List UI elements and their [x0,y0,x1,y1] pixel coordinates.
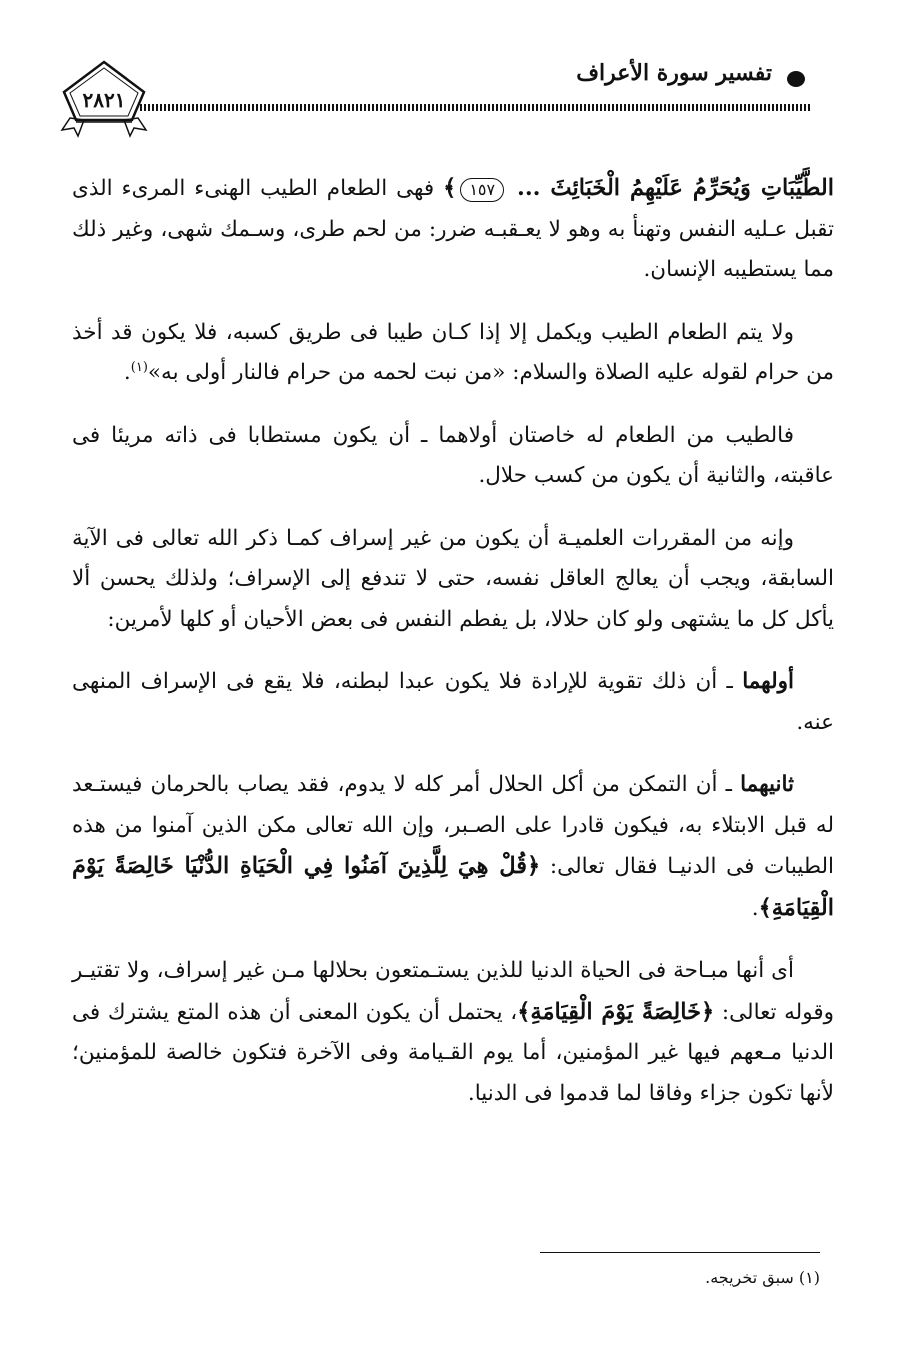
paragraph-lead: ثانيهما [740,772,794,797]
paragraph-5 [72,662,834,743]
paragraph-end: . [751,895,759,921]
paragraph-lead: أولهما [742,669,794,694]
quran-verse: الطَّيِّبَاتِ وَيُحَرِّمُ عَلَيْهِمُ الْخَبَائِثَ ... [517,175,834,201]
ayah-number: ١٥٧ [460,178,504,202]
quran-verse: ﴿قُلْ هِيَ لِلَّذِينَ آمَنُوا فِي الْحَيَاةِ الدُّنْيَا خَالِصَةً يَوْمَ الْقِيَامَةِ﴾ [72,853,834,921]
paragraph-text: ـ أن التمكن من أكل الحلال أمر كله لا يدوم، فقد يصاب بالحرمان فيستـعد له قبل الابتلاء به، فيكون قادرا على الصـبر، وإن الله تعالى مكن الذين آمنوا من هذه الطيبات فى الدنيـا فقال تعالى: [72,772,834,879]
paragraph-1 [72,168,834,291]
paragraph-text: فالطيب من الطعام له خاصتان أولاهما ـ أن يكون مستطابا فى ذاته مريئا فى عاقبته، والثانية أن يكون من كسب حلال. [72,422,834,488]
page-title: تفسير سورة الأعراف [576,60,772,86]
page-number-badge [60,58,148,142]
footnote-ref: (١) [130,359,148,375]
paragraph-4 [72,519,834,641]
quran-verse: ﴿خَالِصَةً يَوْمَ الْقِيَامَةِ﴾ [517,998,715,1025]
paragraph-text: وإنه من المقررات العلميـة أن يكون من غير إسراف كمـا ذكر الله تعالى فى الآية السابقة، ويجب أن يعالج العاقل نفسه، حتى لا تندفع إلى الإسراف؛ ولذلك يحسن ألا يأكل كل ما يشتهى ولو كان حلالا، بل يفطم النفس فى بعض الأحيان أو كلها لأمرين: [72,525,834,632]
paragraph-end: . [123,360,131,385]
paragraph-2 [72,313,834,394]
footnote: (١) سبق تخريجه. [705,1268,820,1287]
paragraph-text: فهى الطعام الطيب الهنىء المرىء الذى تقبل عـليه النفس وتهنأ به وهو لا يعـقبـه ضرر: من لحم طرى، وسـمك شهى، وغير ذلك مما يستطيبه الإنسان. [72,176,834,282]
paragraph-text: ، يحتمل أن يكون المعنى أن هذه المتع يشترك فى الدنيا مـعهم فيها غير المؤمنين، أما يوم القـيامة وفى الآخرة فتكون خالصة للمؤمنين؛ لأنها تكون جزاء وفاقا لما قدموا فى الدنيا. [72,999,834,1106]
paragraph-7 [72,951,834,1114]
paragraph-text: ـ أن ذلك تقوية للإرادة فلا يكون عبدا لبطنه، فلا يقع فى الإسراف المنهى عنه. [72,669,834,735]
paragraph-text: ولا يتم الطعام الطيب ويكمل إلا إذا كـان طيبا فى طريق كسبه، فلا يكون قد أخذ من حرام لقوله عليه الصلاة والسلام: «من نبت لحمه من حرام فالنار أولى به» [72,319,834,385]
paragraph-6 [72,765,834,929]
paragraph-text: أى أنها مبـاحة فى الحياة الدنيا للذين يستـمتعون بحلالها مـن غير إسراف، ولا تقتيـر وقوله تعالى: [72,958,835,1025]
paragraph-3 [72,416,834,497]
footnote-divider [540,1252,820,1253]
page-header [60,58,840,144]
page-number: ٢٨٢١ [82,88,126,112]
body-text [72,168,834,1136]
quran-bracket: ﴾ [443,175,457,201]
header-rule [140,104,810,111]
header-ornament-icon [784,68,808,90]
